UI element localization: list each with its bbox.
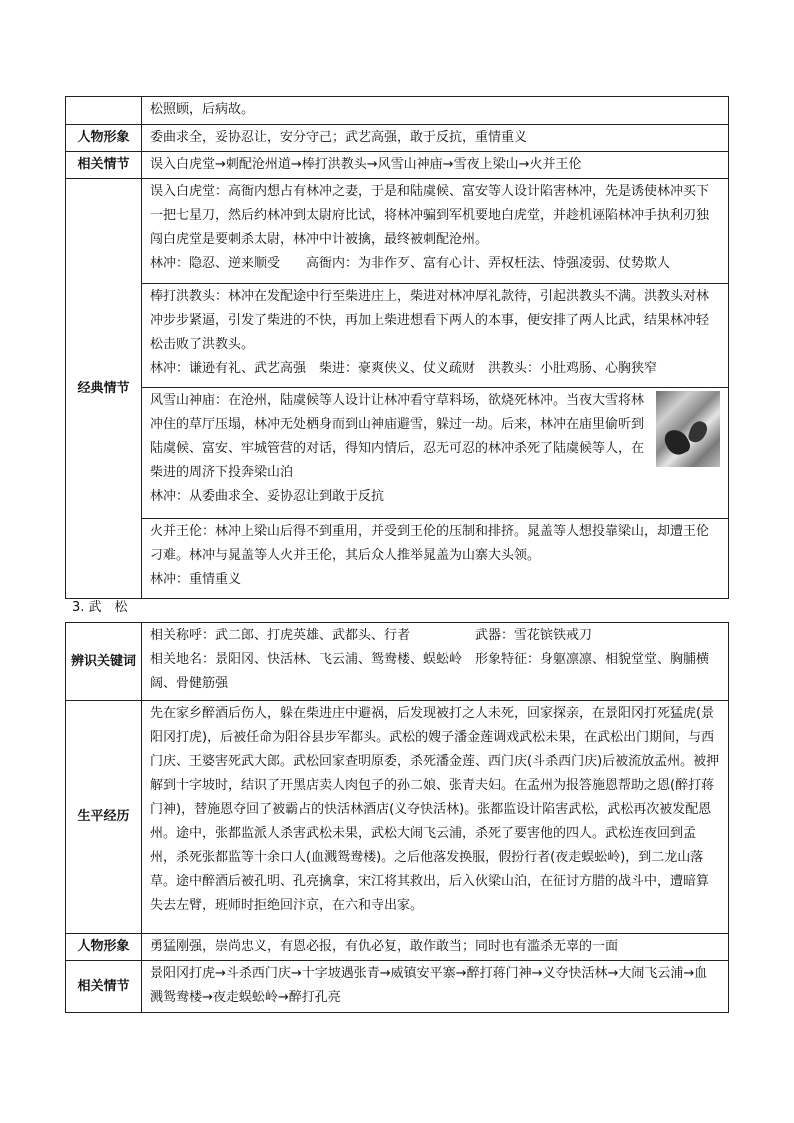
table-row [66, 519, 729, 599]
episode-cell [142, 388, 729, 519]
table-row [66, 623, 729, 701]
episode-text: 误入白虎堂：高衙内想占有林冲之妻，于是和陆虞候、富安等人设计陷害林冲，先是诱使林冲买下一把七星刀，然后约林冲到太尉府比试，将林冲骗到军机要地白虎堂，并趁机诬陷林冲手执利刃独闯白虎堂是要刺杀太尉，林冲中计被擒，最终被刺配沧州。 [150, 184, 710, 247]
table-row [66, 179, 729, 284]
related-plots-text: 误入白虎堂→刺配沧州道→棒打洪教头→风雪山神庙→雪夜上梁山→火并王伦 [142, 152, 729, 179]
table-row [66, 97, 729, 125]
snow-temple-illustration [656, 391, 720, 467]
table-row [66, 961, 729, 1013]
episode-text: 风雪山神庙：在沧州，陆虞候等人设计让林冲看守草料场，欲烧死林冲。当夜大雪将林冲住的草厅压塌，林冲无处栖身而到山神庙避雪，躲过一劫。后来，林冲在庙里偷听到陆虞候、富安、牢城管营的对话，得知内情后，忍无可忍的林冲杀死了陆虞候等人，在柴进的周济下投奔梁山泊 [150, 393, 645, 480]
episode-cell [142, 284, 729, 388]
keywords-line: 相关地名：景阳冈、快活林、飞云浦、鸳鸯楼、蜈蚣岭 形象特征：身躯凛凛、相貌堂堂、胸脯横阔、骨健筋强 [150, 652, 710, 691]
lin-chong-table [65, 96, 729, 599]
row-label: 生平经历 [66, 701, 142, 934]
ending-text: 松照顾，后病故。 [142, 97, 729, 125]
table-row [66, 284, 729, 388]
episode-text: 棒打洪教头：林冲在发配途中行至柴进庄上，柴进对林冲厚礼款待，引起洪教头不满。洪教头对林冲步步紧逼，引发了柴进的不快，再加上柴进想看下两人的本事，便安排了两人比武，结果林冲轻松击败了洪教头。 [150, 289, 710, 352]
table-row [66, 152, 729, 179]
episode-note: 林冲：隐忍、逆来顺受 高衙内：为非作歹、富有心计、弄权枉法、恃强凌弱、仗势欺人 [150, 256, 671, 271]
row-label: 经典情节 [66, 179, 142, 599]
table-row [66, 388, 729, 519]
table-row [66, 125, 729, 152]
row-label: 辨识关键词 [66, 623, 142, 701]
life-story-text: 先在家乡醉酒后伤人，躲在柴进庄中避祸，后发现被打之人未死，回家探亲，在景阳冈打死猛虎(景阳冈打虎)，后被任命为阳谷县步军都头。武松的嫂子潘金莲调戏武松未果，在武松出门期间，与西门庆、王婆害死武大郎。武松回家查明原委，杀死潘金莲、西门庆(斗杀西门庆)后被流放孟州。被押解到十字坡时，结识了开黑店卖人肉包子的孙二娘、张青夫妇。在孟州为报答施恩帮助之恩(醉打蒋门神)，替施恩夺回了被霸占的快活林酒店(义夺快活林)。张都监设计陷害武松，武松再次被发配恩州。途中，张都监派人杀害武松未果，武松大闹飞云浦，杀死了要害他的四人。武松连夜回到孟州，杀死张都监等十余口人(血溅鸳鸯楼)。之后他落发换服，假扮行者(夜走蜈蚣岭)，到二龙山落草。途中醉酒后被孔明、孔亮擒拿，宋江将其救出，后入伙梁山泊，在征讨方腊的战斗中，遭暗算失去左臂，班师时拒绝回汴京，在六和寺出家。 [142, 701, 729, 934]
episode-cell [142, 179, 729, 284]
episode-cell [142, 519, 729, 599]
related-plots-text: 景阳冈打虎→斗杀西门庆→十字坡遇张青→威镇安平寨→醉打蒋门神→义夺快活林→大闹飞云浦→血溅鸳鸯楼→夜走蜈蚣岭→醉打孔亮 [142, 961, 729, 1013]
wu-song-table [65, 622, 729, 1013]
row-label-empty [66, 97, 142, 125]
episode-note: 林冲：谦逊有礼、武艺高强 柴进：豪爽侠义、仗义疏财 洪教头：小肚鸡肠、心胸狭窄 [150, 361, 658, 376]
row-label: 人物形象 [66, 125, 142, 152]
row-label: 人物形象 [66, 934, 142, 961]
section-heading: 3. 武 松 [72, 600, 128, 615]
keywords-cell [142, 623, 729, 701]
table-row [66, 934, 729, 961]
character-image-text: 委曲求全，妥协忍让，安分守己；武艺高强，敢于反抗，重情重义 [142, 125, 729, 152]
episode-text: 火并王伦：林冲上梁山后得不到重用，并受到王伦的压制和排挤。晁盖等人想投靠梁山，却遭王伦刁难。林冲与晁盖等人火并王伦，其后众人推举晁盖为山寨大头领。 [150, 524, 710, 563]
row-label: 相关情节 [66, 961, 142, 1013]
character-image-text: 勇猛刚强，崇尚忠义，有恩必报，有仇必复，敢作敢当；同时也有滥杀无辜的一面 [142, 934, 729, 961]
keywords-line: 相关称呼：武二郎、打虎英雄、武都头、行者 武器：雪花镔铁戒刀 [150, 628, 593, 643]
episode-note: 林冲：从委曲求全、妥协忍让到敢于反抗 [150, 489, 385, 504]
table-row [66, 701, 729, 934]
row-label: 相关情节 [66, 152, 142, 179]
episode-note: 林冲：重情重义 [150, 572, 242, 587]
